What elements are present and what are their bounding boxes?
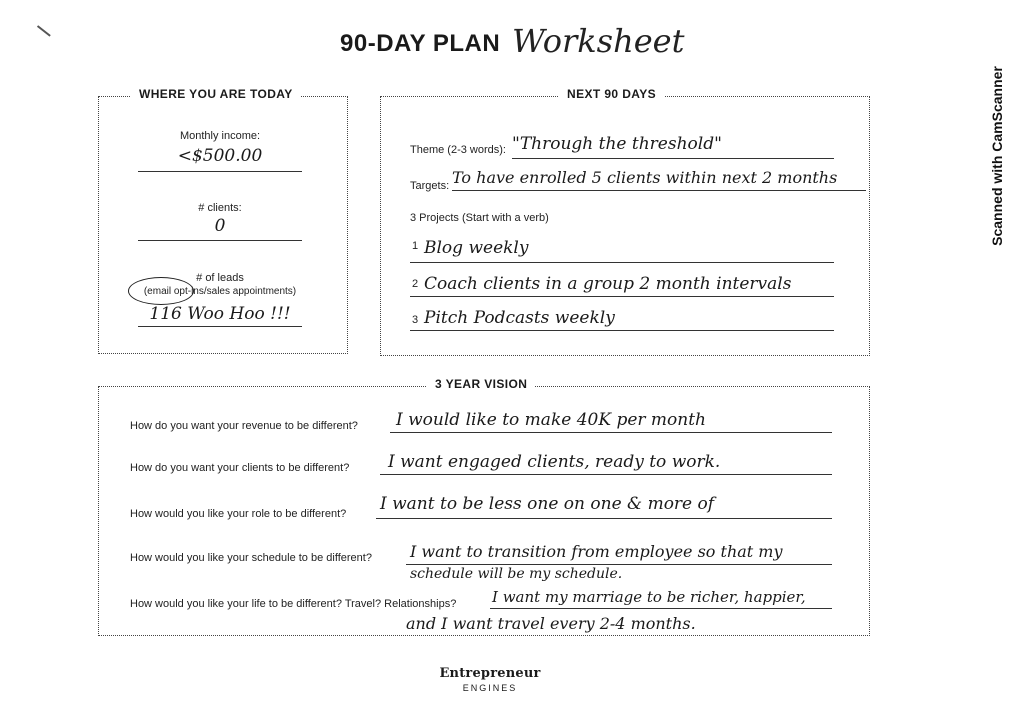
project-3-text: Pitch Podcasts weekly: [424, 308, 615, 328]
revenue-question: How do you want your revenue to be different?: [130, 420, 358, 432]
leads-value: 116 Woo Hoo !!!: [149, 304, 291, 324]
life-answer-line-2: and I want travel every 2-4 months.: [406, 614, 696, 633]
three-year-vision-heading: 3 YEAR VISION: [427, 377, 535, 391]
scanner-watermark: [984, 38, 1010, 274]
theme-label: Theme (2-3 words):: [410, 144, 506, 156]
next-90-days-heading: NEXT 90 DAYS: [559, 87, 664, 101]
leads-label: # of leads: [196, 272, 244, 284]
clients-answer: I want engaged clients, ready to work.: [388, 452, 721, 472]
life-line: [490, 608, 832, 609]
targets-label: Targets:: [410, 180, 450, 192]
schedule-question: How would you like your schedule to be different?: [130, 552, 372, 564]
theme-value: "Through the threshold": [512, 134, 722, 154]
project-2-number: 2: [412, 278, 419, 290]
leads-sub-label: (email opt-ins/sales appointments): [143, 286, 297, 297]
revenue-line: [390, 432, 832, 433]
project-3-line: [410, 330, 834, 331]
page-title-script: Worksheet: [512, 22, 685, 60]
monthly-income-label: Monthly income:: [179, 130, 261, 142]
clients-label: # clients:: [198, 202, 242, 214]
monthly-income-value: <$500.00: [177, 146, 263, 166]
project-1-number: 1: [412, 240, 419, 252]
stray-pen-mark: [37, 25, 51, 36]
clients-line: [138, 240, 302, 241]
targets-line: [452, 190, 866, 191]
page-title: 90-DAY PLAN: [340, 30, 501, 57]
project-1-line: [410, 262, 834, 263]
schedule-answer-line-1: I want to transition from employee so that my: [410, 542, 783, 561]
hand-drawn-circle: [128, 277, 194, 305]
project-2-line: [410, 296, 834, 297]
where-you-are-today-heading: WHERE YOU ARE TODAY: [131, 87, 301, 101]
brand-logo-line-2: ENGINES: [462, 683, 518, 693]
role-answer: I want to be less one on one & more of: [380, 494, 715, 514]
projects-label: 3 Projects (Start with a verb): [410, 212, 549, 224]
theme-line: [512, 158, 834, 159]
clients-question: How do you want your clients to be different?: [130, 462, 350, 474]
schedule-answer-line-2: schedule will be my schedule.: [410, 566, 623, 582]
leads-line: [138, 326, 302, 327]
revenue-answer: I would like to make 40K per month: [396, 410, 707, 430]
schedule-line: [406, 564, 832, 565]
project-3-number: 3: [412, 314, 419, 326]
clients-value: 0: [214, 216, 226, 236]
brand-logo-line-1: Entrepreneur: [439, 666, 541, 681]
role-question: How would you like your role to be different?: [130, 508, 347, 520]
monthly-income-line: [138, 171, 302, 172]
project-2-text: Coach clients in a group 2 month intervals: [424, 274, 792, 294]
project-1-text: Blog weekly: [424, 238, 529, 258]
role-line: [376, 518, 832, 519]
clients-vision-line: [380, 474, 832, 475]
targets-value: To have enrolled 5 clients within next 2 months: [452, 168, 838, 187]
scanner-watermark-text: Scanned with CamScanner: [989, 66, 1005, 246]
life-question: How would you like your life to be different? Travel? Relationships?: [130, 598, 457, 610]
life-answer-line-1: I want my marriage to be richer, happier,: [492, 588, 806, 606]
